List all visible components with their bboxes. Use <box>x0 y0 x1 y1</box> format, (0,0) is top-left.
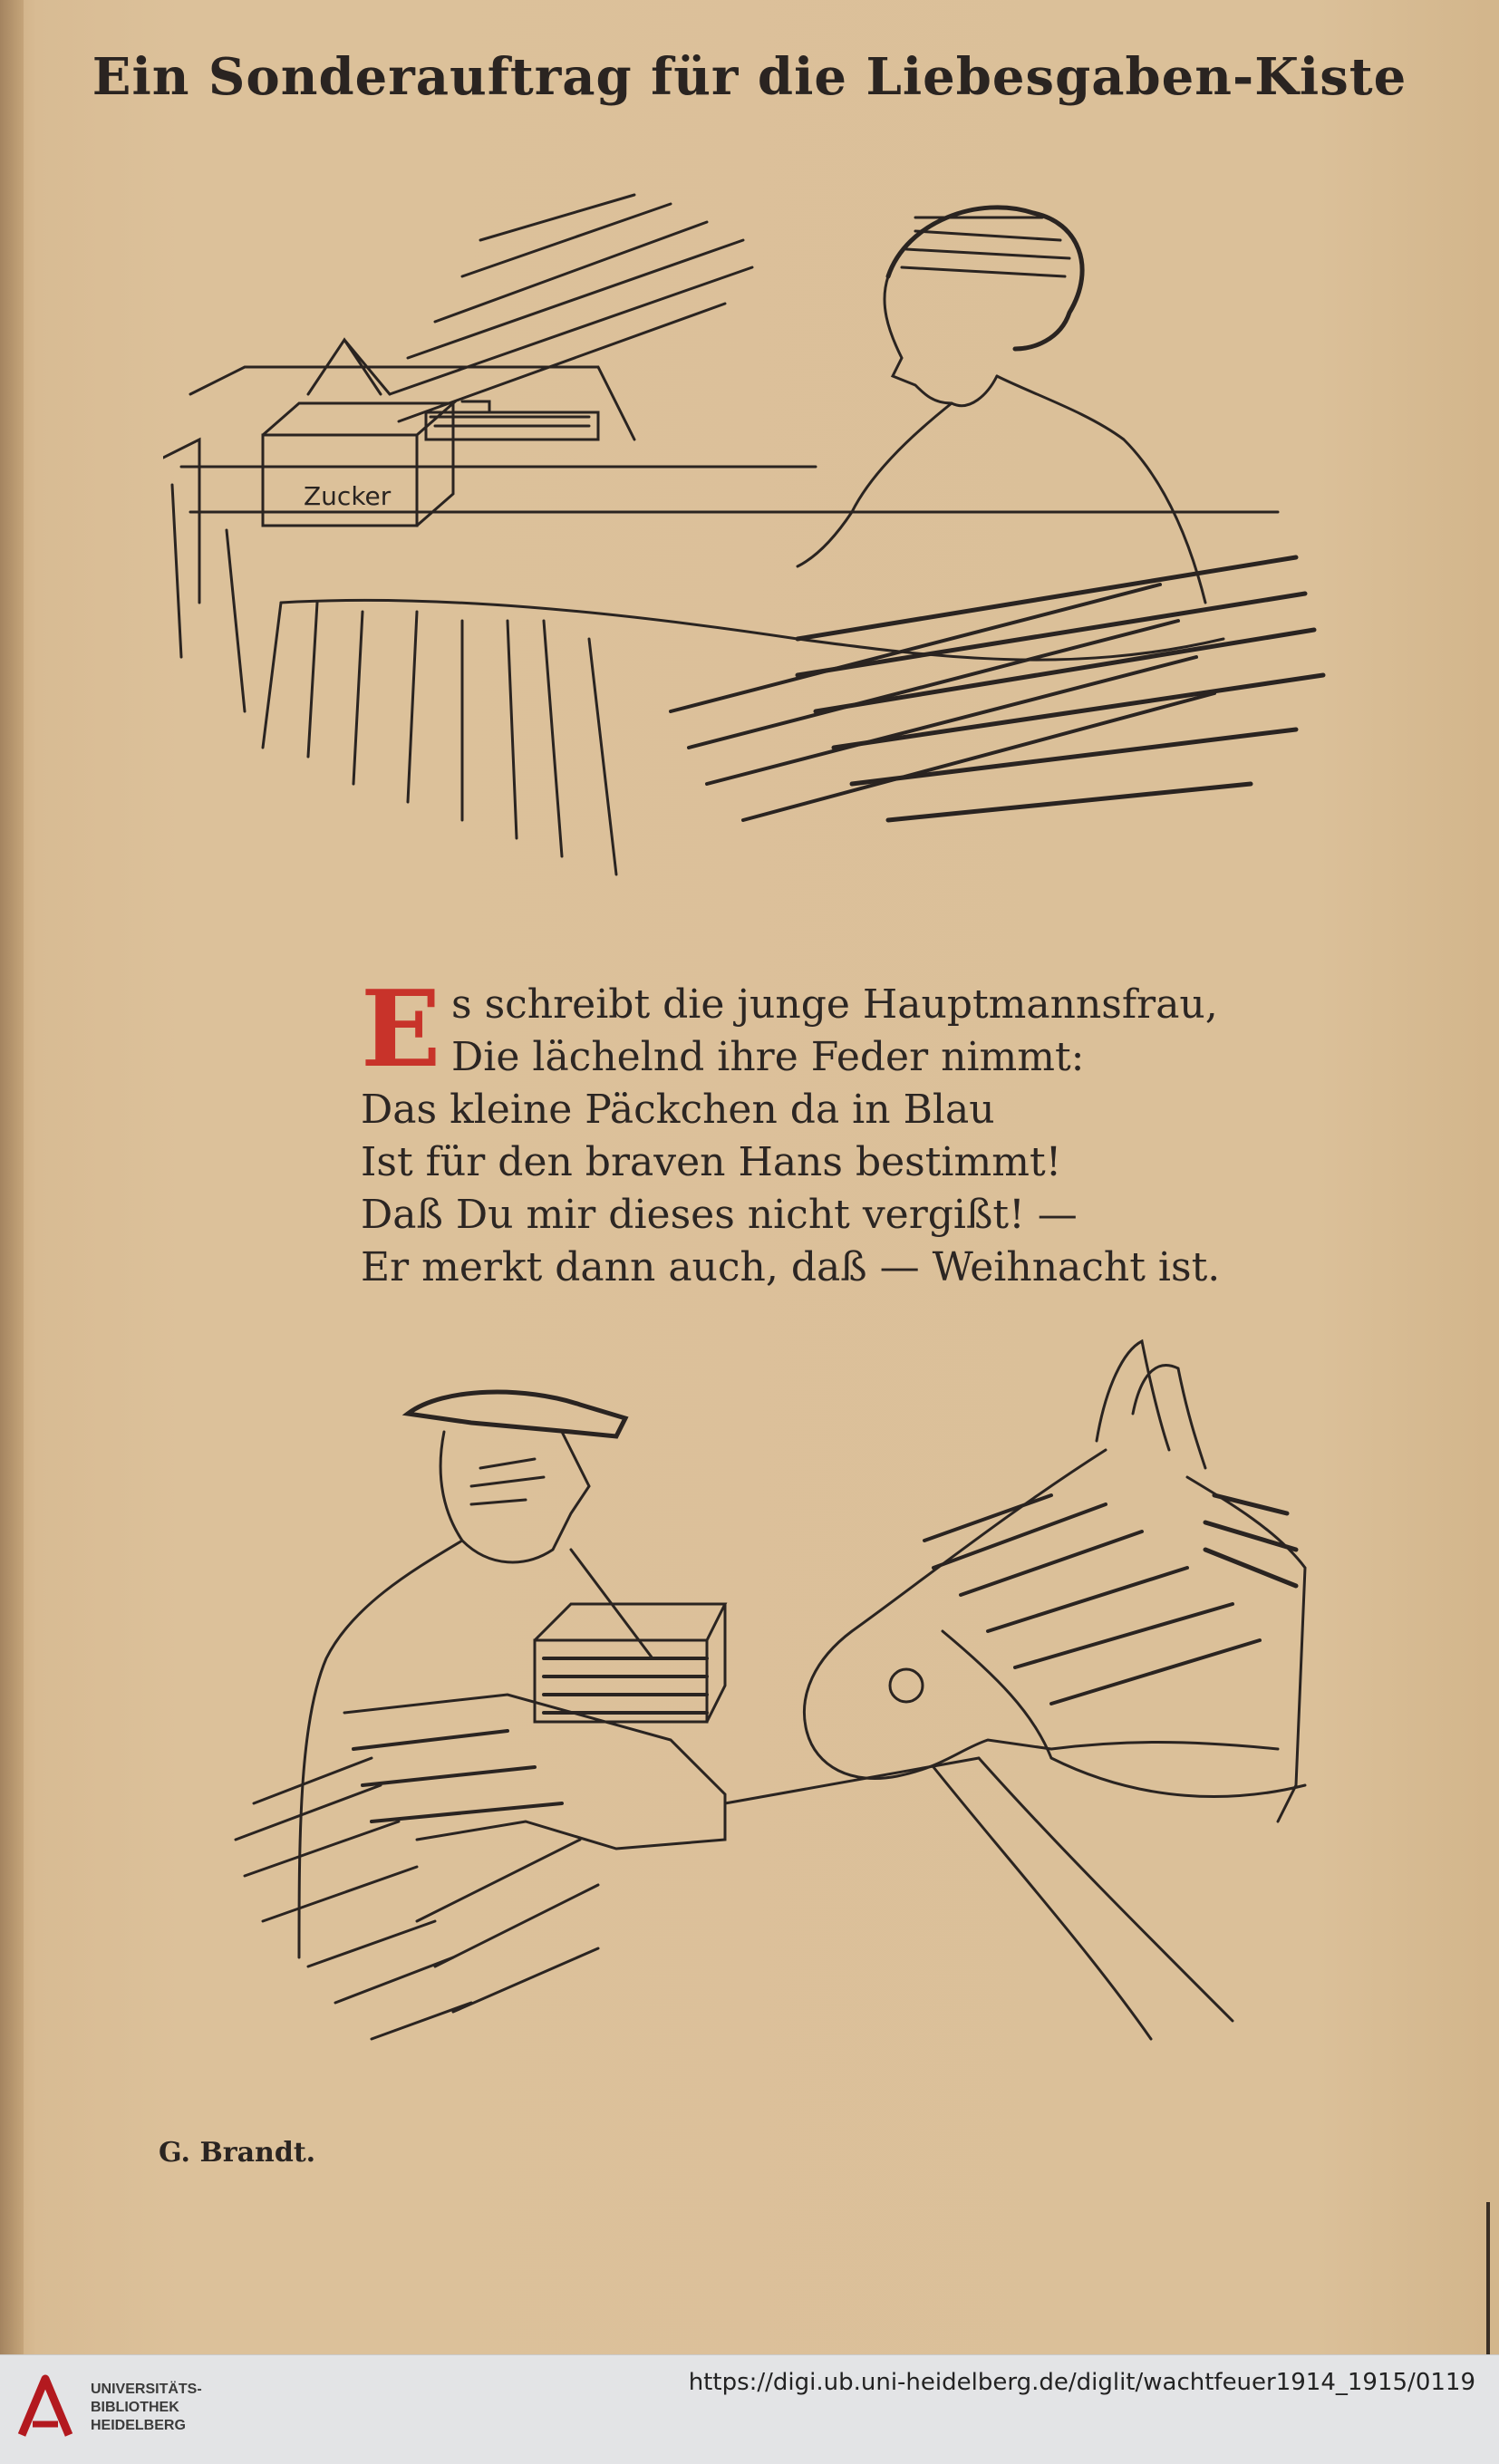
box-label-zucker: Zucker <box>304 481 392 511</box>
illustration-woman-writing <box>163 168 1341 929</box>
page-fold-line <box>1486 2202 1490 2356</box>
page-edge-shadow <box>0 0 24 2354</box>
poem-line: Er merkt dann auch, daß — Weihnacht ist. <box>361 1244 1221 1290</box>
poem-line: Die lächelnd ihre Feder nimmt: <box>451 1034 1085 1080</box>
illustration-soldier-with-horse <box>145 1332 1323 2084</box>
logo-line: BIBLIOTHEK <box>91 2400 179 2415</box>
source-url-link[interactable]: https://digi.ub.uni-heidelberg.de/diglit/wachtfeuer1914_1915/0119 <box>688 2369 1475 2396</box>
poem-line: Ist für den braven Hans bestimmt! <box>361 1139 1062 1185</box>
logo-line: HEIDELBERG <box>91 2418 186 2433</box>
poem-text <box>361 968 1267 1294</box>
university-library-logo-icon <box>13 2372 78 2448</box>
logo-line: UNIVERSITÄTS- <box>91 2382 202 2397</box>
poem-line: Das kleine Päckchen da in Blau <box>361 1087 995 1133</box>
poem-line: s schreibt die junge Hauptmannsfrau, <box>451 981 1218 1028</box>
poem-dropcap: E <box>361 968 441 1091</box>
poem-line: Daß Du mir dieses nicht vergißt! — <box>361 1192 1078 1238</box>
artist-signature: G. Brandt. <box>159 2137 316 2169</box>
library-logo-text <box>91 2381 202 2435</box>
page-title: Ein Sonderauftrag für die Liebesgaben-Kiste <box>92 47 1407 107</box>
